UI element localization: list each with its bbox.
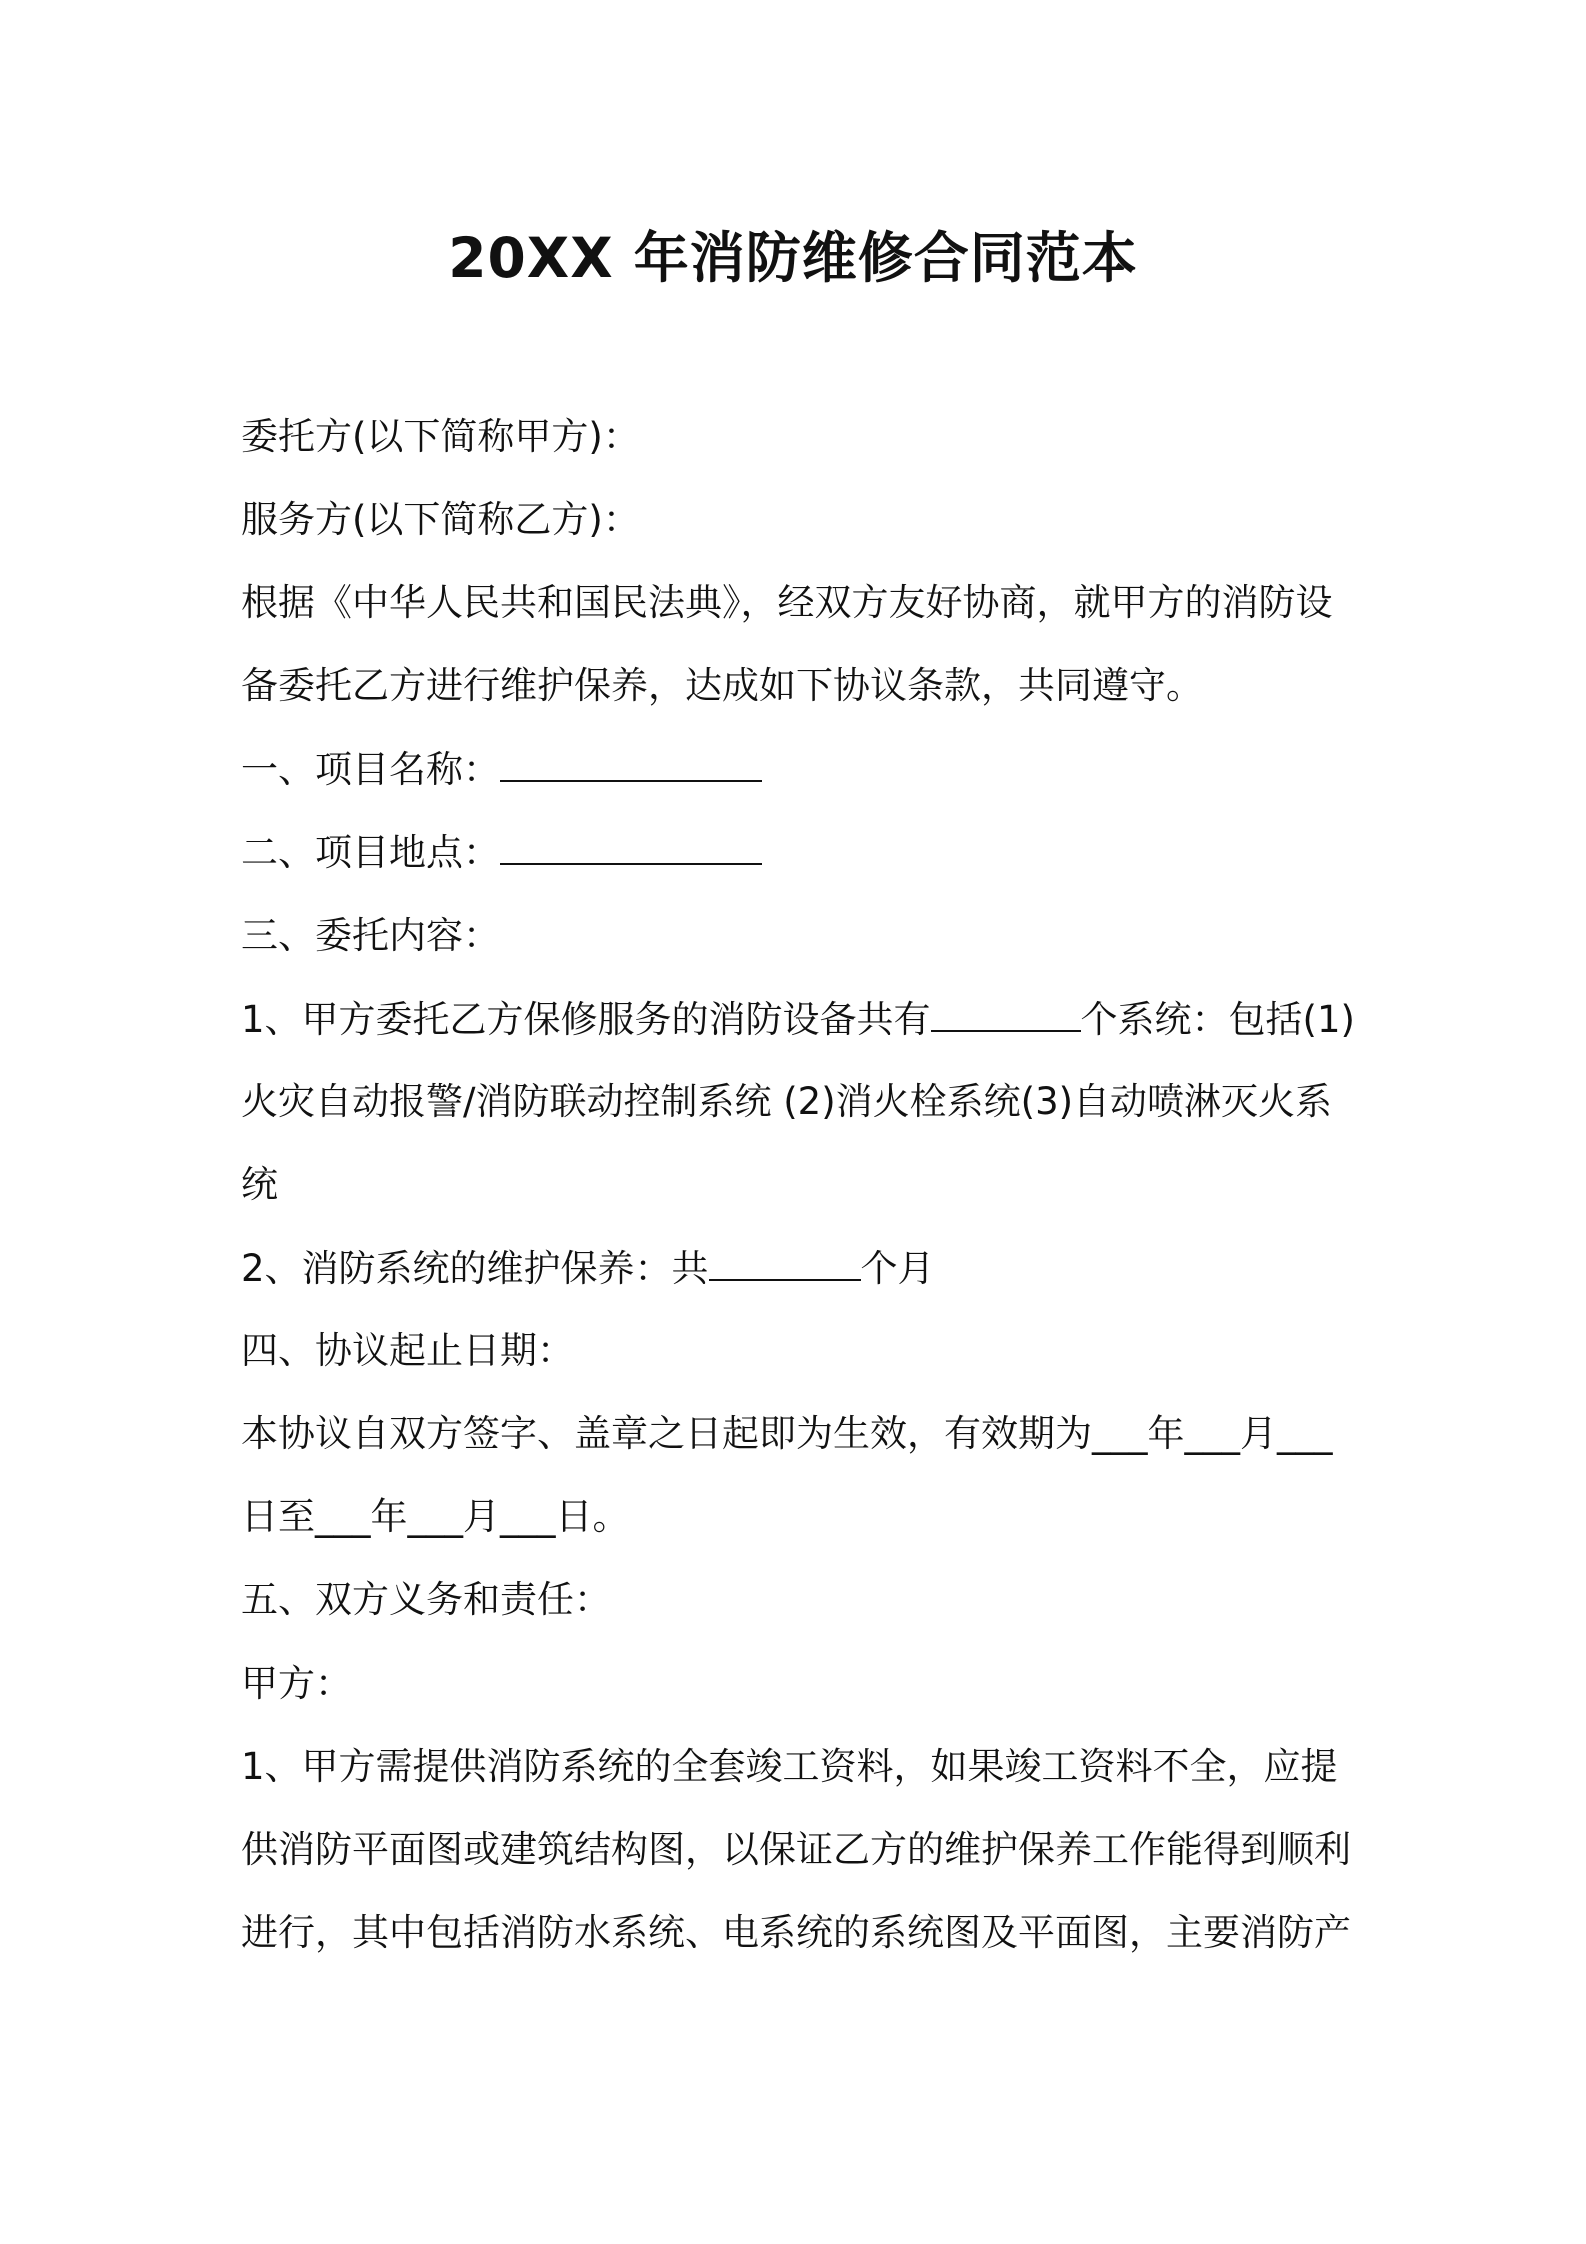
project-location-blank [500,827,762,865]
project-location-row [241,827,762,878]
section3-item1-row [241,994,1355,1045]
party-a-item1-line3: 进行，其中包括消防水系统、电系统的系统图及平面图，主要消防产 [241,1911,1351,1954]
section4-line2: 日至___年___月___日。 [241,1495,630,1538]
section3-item2-row [241,1243,935,1294]
document-title: 20XX 年消防维修合同范本 [448,226,1138,290]
section5-heading: 五、双方义务和责任： [241,1578,611,1621]
section3-item1-line3: 统 [241,1163,278,1206]
section3-item1-text-a: 1、甲方委托乙方保修服务的消防设备共有 [241,998,931,1041]
intro-line-2: 备委托乙方进行维护保养，达成如下协议条款，共同遵守。 [241,664,1203,707]
service-party-label: 服务方(以下简称乙方)： [241,498,640,541]
section3-item1-text-b: 个系统：包括(1) [1080,998,1355,1041]
party-a-item1-line2: 供消防平面图或建筑结构图，以保证乙方的维护保养工作能得到顺利 [241,1828,1351,1871]
party-a-item1-line1: 1、甲方需提供消防系统的全套竣工资料，如果竣工资料不全，应提 [241,1745,1338,1788]
system-count-blank [931,994,1081,1032]
project-location-label: 二、项目地点： [241,831,500,874]
section3-item2-text-a: 2、消防系统的维护保养：共 [241,1247,709,1290]
client-party-label: 委托方(以下简称甲方)： [241,415,640,458]
intro-line-1: 根据《中华人民共和国民法典》，经双方友好协商，就甲方的消防设 [241,581,1333,624]
section4-heading: 四、协议起止日期： [241,1329,574,1372]
section3-item2-text-b: 个月 [860,1247,935,1290]
project-name-row [241,744,762,795]
project-name-blank [500,744,762,782]
section3-item1-line2: 火灾自动报警/消防联动控制系统 (2)消火栓系统(3)自动喷淋灭火系 [241,1080,1333,1123]
section3-heading: 三、委托内容： [241,914,500,957]
maintenance-months-blank [709,1243,861,1281]
party-a-label: 甲方： [241,1662,352,1705]
project-name-label: 一、项目名称： [241,748,500,791]
section4-line1: 本协议自双方签字、盖章之日起即为生效，有效期为___年___月___ [241,1412,1333,1455]
